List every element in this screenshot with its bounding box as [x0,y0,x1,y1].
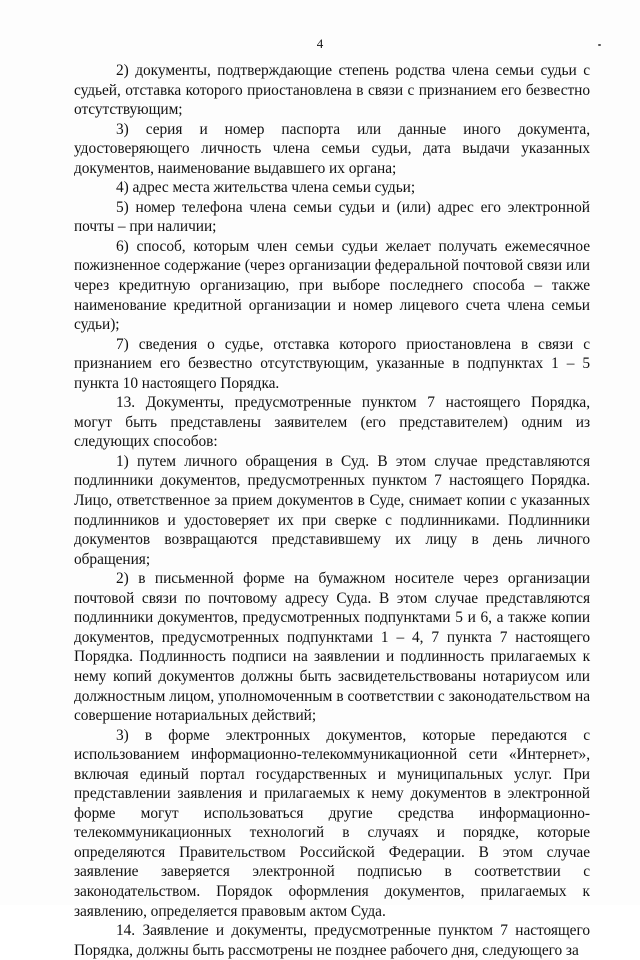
paragraph-item-5: 5) номер телефона члена семьи судьи и (или) адрес его электронной почты – при наличии; [74,198,590,236]
paragraph-item-3: 3) серия и номер паспорта или данные иного документа, удостоверяющего личность члена семьи судьи, дата выдачи указанных документов, наименование выдавшего их органа; [74,120,590,177]
paragraph-method-3: 3) в форме электронных документов, которые передаются с использованием информационно-телекоммуникационной сети «Интернет», включая единый портал государственных и муниципальных услуг. При представлении заявления и прилагаемых к нему документов в электронной форме могут использоваться другие средства информационно-телекоммуникационных технологий в случаях и порядке, которые определяются Правительством Российской Федерации. В этом случае заявление заверяется электронной подписью в соответствии с законодательством. Порядок оформления документов, прилагаемых к заявлению, определяется правовым актом Суда. [74,726,590,920]
paragraph-section-14: 14. Заявление и документы, предусмотренные пунктом 7 настоящего Порядка, должны быть рассмотрены не позднее рабочего дня, следующего за [74,922,590,959]
page-number: 4 [316,36,324,51]
paragraph-item-6: 6) способ, которым член семьи судьи желает получать ежемесячное пожизненное содержание (через организации федеральной почтовой связи или через кредитную организацию, при выборе последнего способа – также наименование кредитной организации и номер лицевого счета члена семьи судьи); [74,237,590,334]
paragraph-section-13: 13. Документы, предусмотренные пунктом 7 настоящего Порядка, могут быть представлены заявителем (его представителем) одним из следующих способов: [74,394,590,451]
paragraph-method-2: 2) в письменной форме на бумажном носителе через организации почтовой связи по почтовому адресу Суда. В этом случае представляются подлинники документов, предусмотренных подпунктами 5 и 6, а также копии документов, предусмотренных подпунктами 1 – 4, 7 пункта 7 настоящего Порядка. Подлинность подписи на заявлении и подлинность прилагаемых к нему копий документов должны быть засвидетельствованы нотариусом или должностным лицом, уполномоченным в соответствии с законодательством на совершение нотариальных действий; [74,570,590,725]
paragraph-method-1: 1) путем личного обращения в Суд. В этом случае представляются подлинники документов, предусмотренных пунктом 7 настоящего Порядка. Лицо, ответственное за прием документов в Суде, снимает копии с указанных подлинников и удостоверяет их при сверке с подлинниками. Подлинники документов возвращаются представившему их лицу в день личного обращения; [74,452,590,568]
paragraph-item-2: 2) документы, подтверждающие степень родства члена семьи судьи с судьей, отставка которого приостановлена в связи с признанием его безвестно отсутствующим; [74,62,590,119]
scan-speck [598,44,601,46]
paragraph-item-4: 4) адрес места жительства члена семьи судьи; [116,179,416,197]
document-body [74,61,590,960]
paragraph-item-7: 7) сведения о судье, отставка которого приостановлена в связи с признанием его безвестно отсутствующим, указанные в подпунктах 1 – 5 пункта 10 настоящего Порядка. [74,335,590,392]
